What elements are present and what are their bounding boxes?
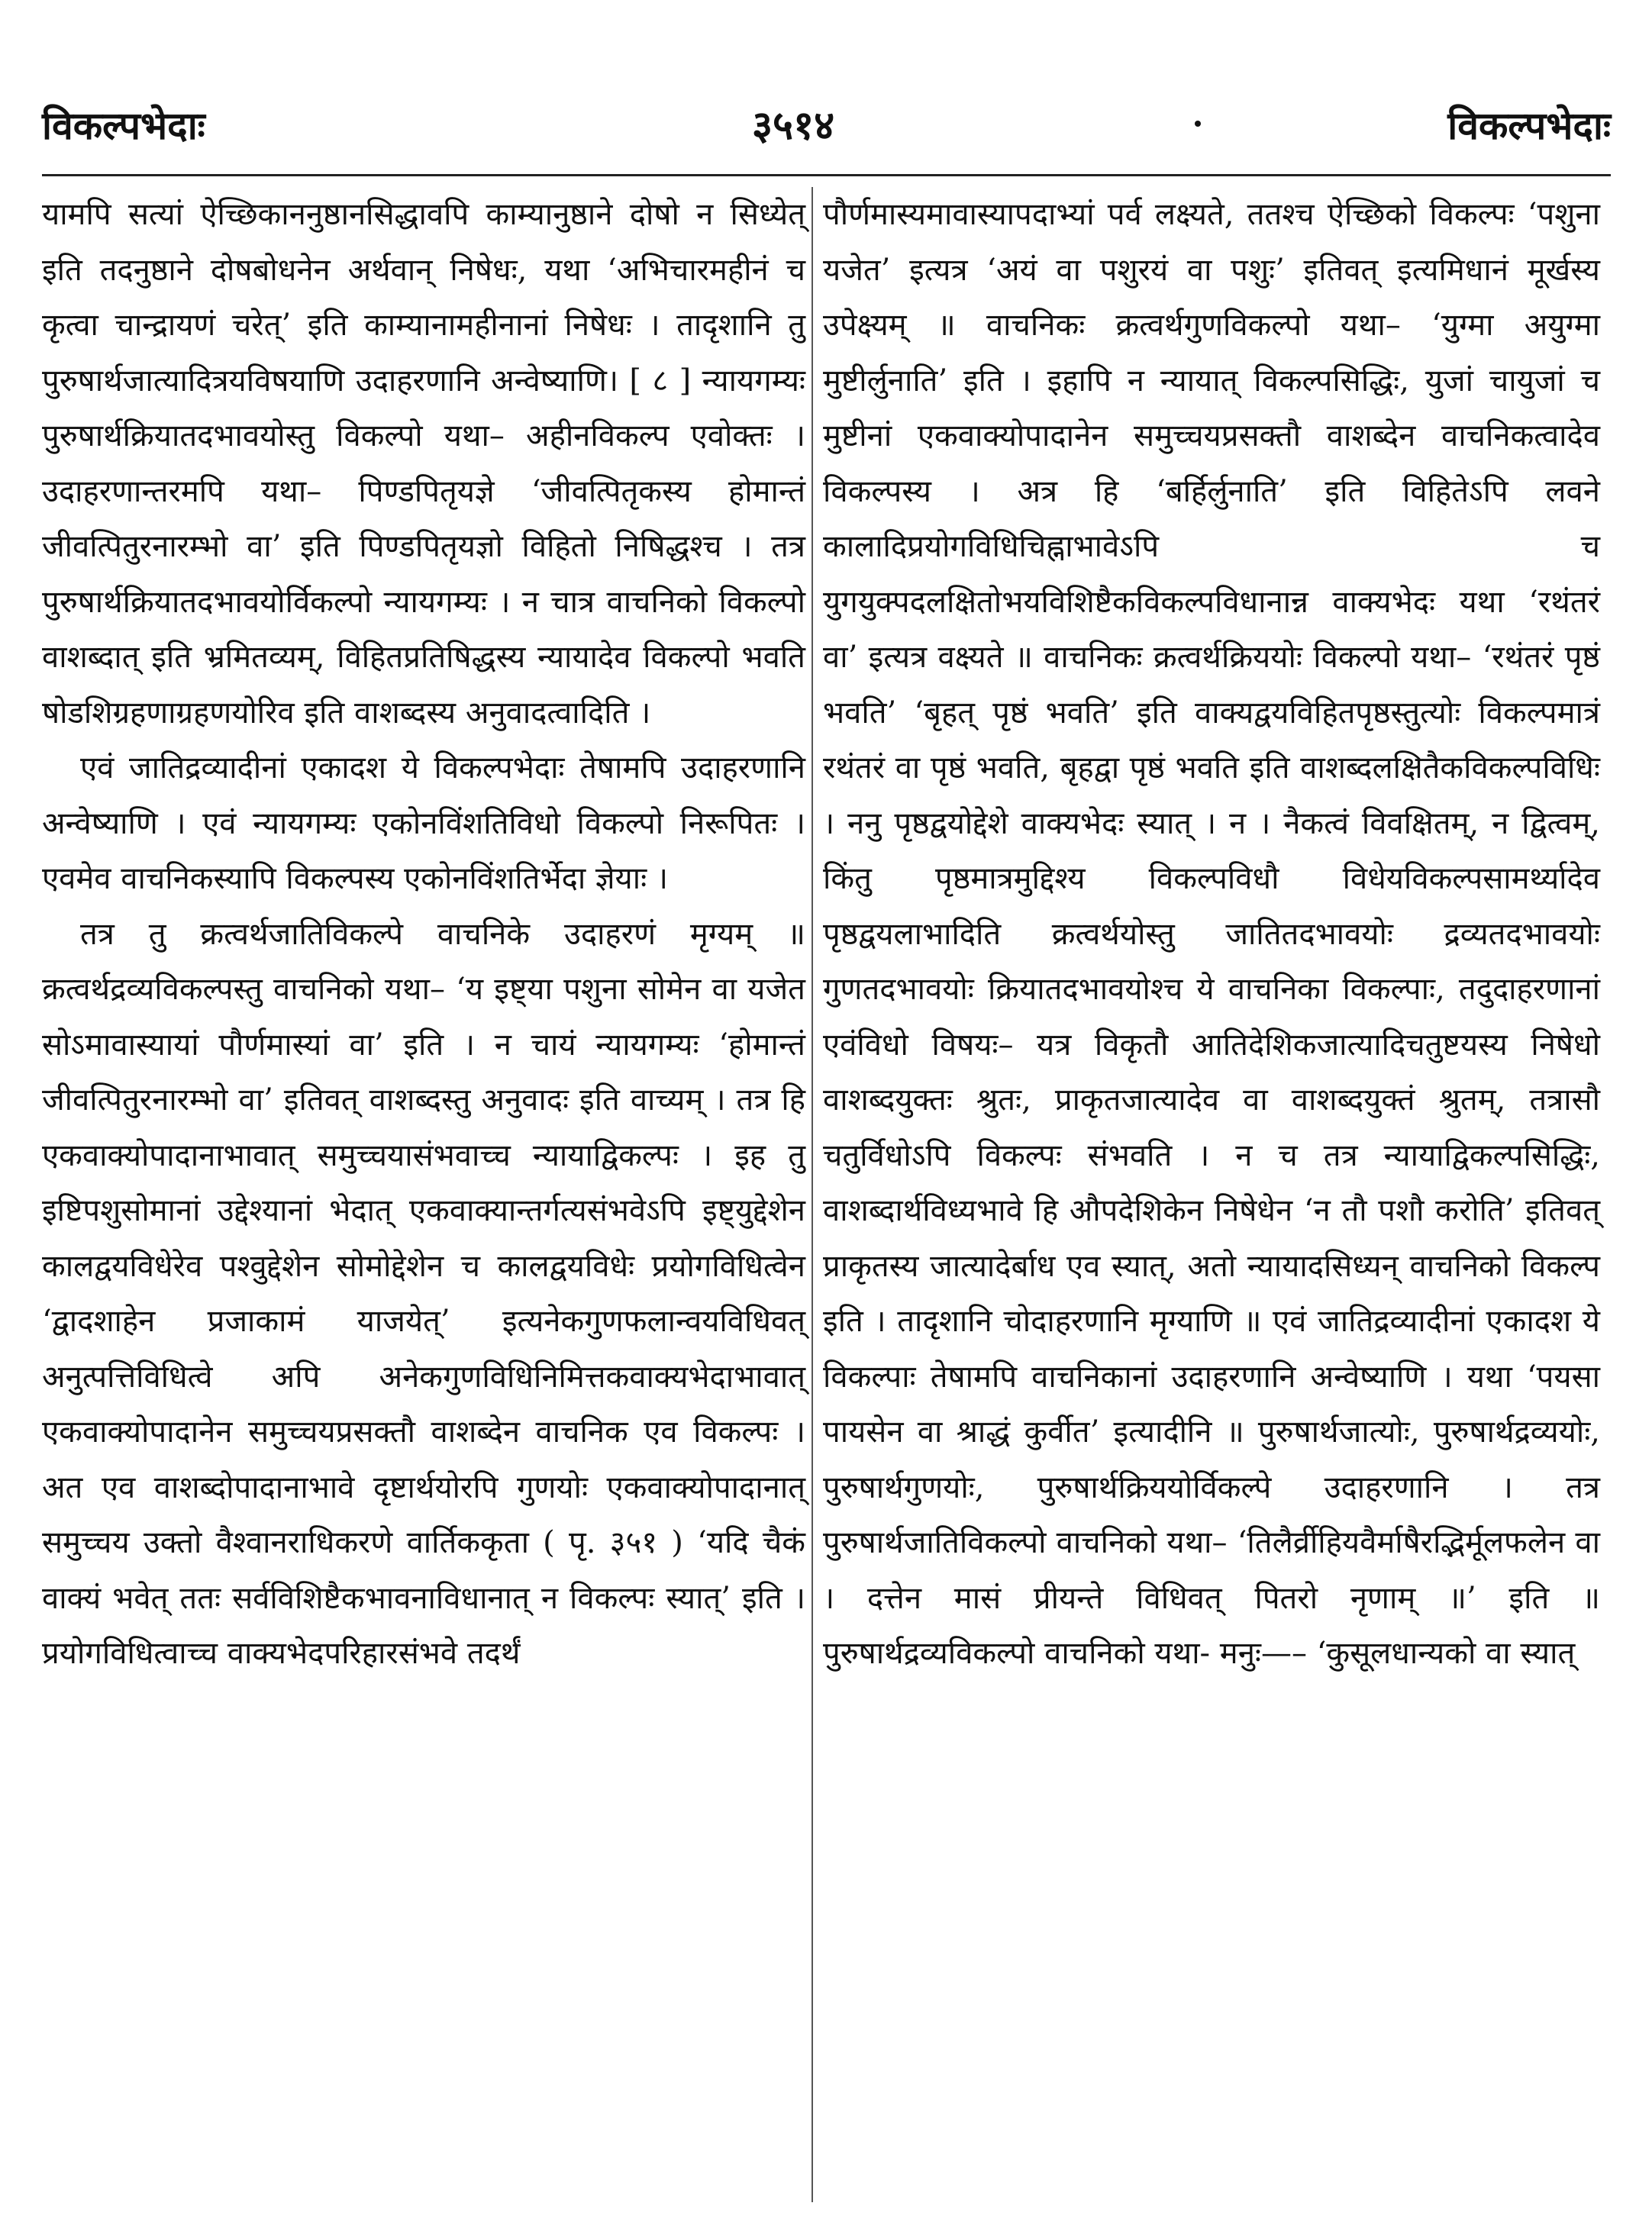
column-divider — [811, 187, 813, 2202]
page-header — [42, 99, 1611, 160]
left-paragraph-2: एवं जातिद्रव्यादीनां एकादश ये विकल्पभेदाः तेषामपि उदाहरणानि अन्वेष्याणि । एवं न्यायगम्यः एकोनविंशतिविधो विकल्पो निरूपितः । एवमेव वाचनिकस्यापि विकल्पस्य एकोनविंशतिर्भेदा ज्ञेयाः । — [42, 750, 805, 896]
left-paragraph-3: तत्र तु क्रत्वर्थजातिविकल्पे वाचनिके उदाहरणं मृग्यम् ॥ क्रत्वर्थद्रव्यविकल्पस्तु वाचनिको यथा– ‘य इष्ट्या पशुना सोमेन वा यजेत सोऽमावास्यायां पौर्णमास्यां वा’ इति । न चायं न्यायगम्यः ‘होमान्तं जीवत्पितुरनारम्भो वा’ इतिवत् वाशब्दस्तु अनुवादः इति वाच्यम् । तत्र हि एकवाक्योपादानाभावात् समुच्चयासंभवाच्च न्यायाद्विकल्पः । इह तु इष्टिपशुसोमानां उद्देश्यानां भेदात् एकवाक्यान्तर्गत्यसंभवेऽपि इष्ट्युद्देशेन कालद्वयविधेरेव पश्वुद्देशेन सोमोद्देशेन च कालद्वयविधेः प्रयोगविधित्वेन ‘द्वादशाहेन प्रजाकामं याजयेत्’ इत्यनेकगुणफलान्वयविधिवत् अनुत्पत्तिविधित्वे अपि अनेकगुणविधिनिमित्तकवाक्यभेदाभावात् एकवाक्योपादानेन समुच्चयप्रसक्तौ वाशब्देन वाचनिक एव विकल्पः । अत एव वाशब्दोपादानाभावे दृष्टार्थयोरपि गुणयोः एकवाक्योपादानात् समुच्चय उक्तो वैश्वानराधिकरणे वार्तिककृता ( पृ. ३५१ ) ‘यदि चैकं वाक्यं भवेत् ततः सर्वविशिष्टैकभावनाविधानात् न विकल्पः स्यात्’ इति । प्रयोगविधित्वाच्च वाक्यभेदपरिहारसंभवे तदर्थं — [42, 916, 805, 1671]
running-title-left: विकल्पभेदाः — [42, 103, 205, 148]
left-column — [42, 187, 805, 1682]
right-column — [823, 187, 1600, 1682]
header-rule — [42, 174, 1611, 176]
right-paragraph-1: पौर्णमास्यमावास्यापदाभ्यां पर्व लक्ष्यते, ततश्च ऐच्छिको विकल्पः ‘पशुना यजेत’ इत्यत्र ‘अयं वा पशुरयं वा पशुः’ इतिवत् इत्यमिधानं मूर्खस्य उपेक्ष्यम् ॥ वाचनिकः क्रत्वर्थगुणविकल्पो यथा– ‘युग्मा अयुग्मा मुष्टीर्लुनाति’ इति । इहापि न न्यायात् विकल्पसिद्धिः, युजां चायुजां च मुष्टीनां एकवाक्योपादानेन समुच्चयप्रसक्तौ वाशब्देन वाचनिकत्वादेव विकल्पस्य । अत्र हि ‘बर्हिर्लुनाति’ इति विहितेऽपि लवने कालादिप्रयोगविधिचिह्नाभावेऽपि च युगयुक्पदलक्षितोभयविशिष्टैकविकल्पविधानान्न वाक्यभेदः यथा ‘रथंतरं वा’ इत्यत्र वक्ष्यते ॥ वाचनिकः क्रत्वर्थक्रिययोः विकल्पो यथा– ‘रथंतरं पृष्ठं भवति’ ‘बृहत् पृष्ठं भवति’ इति वाक्यद्वयविहितपृष्ठस्तुत्योः विकल्पमात्रं रथंतरं वा पृष्ठं भवति, बृहद्वा पृष्ठं भवति इति वाशब्दलक्षितैकविकल्पविधिः । ननु पृष्ठद्वयोद्देशे वाक्यभेदः स्यात् । न । नैकत्वं विवक्षितम्, न द्वित्वम्, किंतु पृष्ठमात्रमुद्दिश्य विकल्पविधौ विधेयविकल्पसामर्थ्यादेव पृष्ठद्वयलाभादिति क्रत्वर्थयोस्तु जातितदभावयोः द्रव्यतदभावयोः गुणतदभावयोः क्रियातदभावयोश्च ये वाचनिका विकल्पाः, तदुदाहरणानां एवंविधो विषयः– यत्र विकृतौ आतिदेशिकजात्यादिचतुष्टयस्य निषेधो वाशब्दयुक्तः श्रुतः, प्राकृतजात्यादेव वा वाशब्दयुक्तं श्रुतम्, तत्रासौ चतुर्विधोऽपि विकल्पः संभवति । न च तत्र न्यायाद्विकल्पसिद्धिः, वाशब्दार्थविध्यभावे हि औपदेशिकेन निषेधेन ‘न तौ पशौ करोति’ इतिवत् प्राकृतस्य जात्यादेर्बाध एव स्यात्, अतो न्यायादसिध्यन् वाचनिको विकल्प इति । तादृशानि चोदाहरणानि मृग्याणि ॥ एवं जातिद्रव्यादीनां एकादश ये विकल्पाः तेषामपि वाचनिकानां उदाहरणानि अन्वेष्याणि । यथा ‘पयसा पायसेन वा श्राद्धं कुर्वीत’ इत्यादीनि ॥ पुरुषार्थजात्योः, पुरुषार्थद्रव्ययोः, पुरुषार्थगुणयोः, पुरुषार्थक्रिययोर्विकल्पे उदाहरणानि । तत्र पुरुषार्थजातिविकल्पो वाचनिको यथा– ‘तिलैर्व्रीहियवैर्माषैरद्भिर्मूलफलेन वा । दत्तेन मासं प्रीयन्ते विधिवत् पितरो नृणाम् ॥’ इति ॥ पुरुषार्थद्रव्यविकल्पो वाचनिको यथा- मनुः—– ‘कुसूलधान्यको वा स्यात् — [823, 197, 1600, 1671]
page-number: ३५१४ — [752, 102, 835, 149]
left-paragraph-1: यामपि सत्यां ऐच्छिकाननुष्ठानसिद्धावपि काम्यानुष्ठाने दोषो न सिध्येत् इति तदनुष्ठाने दोषबोधनेन अर्थवान् निषेधः, यथा ‘अभिचारमहीनं च कृत्वा चान्द्रायणं चरेत्’ इति काम्यानामहीनानां निषेधः । तादृशानि तु पुरुषार्थजात्यादित्रयविषयाणि उदाहरणानि अन्वेष्याणि। [ ८ ] न्यायगम्यः पुरुषार्थक्रियातदभावयोस्तु विकल्पो यथा– अहीनविकल्प एवोक्तः । उदाहरणान्तरमपि यथा– पिण्डपितृयज्ञे ‘जीवत्पितृकस्य होमान्तं जीवत्पितुरनारम्भो वा’ इति पिण्डपितृयज्ञो विहितो निषिद्धश्च । तत्र पुरुषार्थक्रियातदभावयोर्विकल्पो न्यायगम्यः । न चात्र वाचनिको विकल्पो वाशब्दात् इति भ्रमितव्यम्, विहितप्रतिषिद्धस्य न्यायादेव विकल्पो भवति षोडशिग्रहणाग्रहणयोरिव इति वाशब्दस्य अनुवादत्वादिति । — [42, 197, 805, 731]
header-dot-mark — [1195, 121, 1201, 127]
running-title-right: विकल्पभेदाः — [1447, 103, 1611, 148]
